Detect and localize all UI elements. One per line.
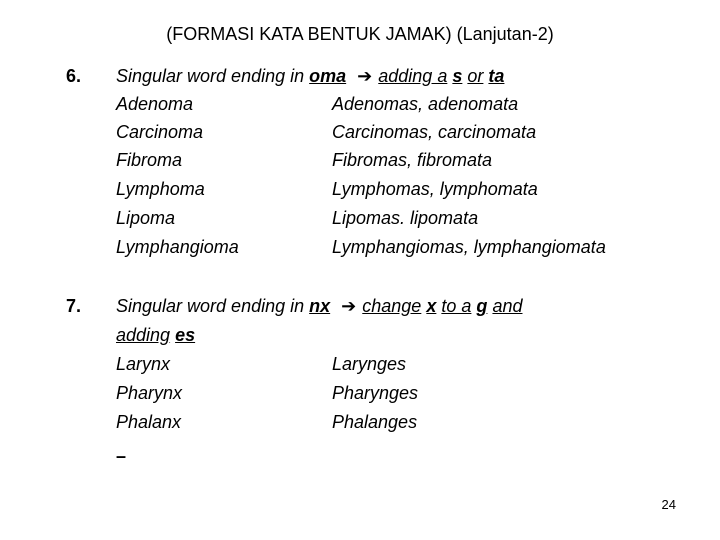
heading-key2: s	[452, 66, 463, 86]
heading-mid: adding a	[378, 66, 448, 86]
heading-key3: g	[476, 296, 488, 316]
singular-term: Larynx	[116, 354, 171, 374]
section-7-number: 7.	[66, 296, 82, 316]
singular-term: Lymphoma	[116, 179, 205, 199]
heading-key2: x	[426, 296, 437, 316]
singular-term: Fibroma	[116, 150, 183, 170]
arrow-right-icon: ➔	[341, 296, 357, 316]
heading-mid: change	[362, 296, 422, 316]
trailing-dash: –	[116, 446, 127, 466]
plural-term: Adenomas, adenomata	[332, 94, 519, 114]
plural-term: Phalanges	[332, 412, 418, 432]
singular-term: Lipoma	[116, 208, 176, 228]
heading-key3: ta	[488, 66, 505, 86]
singular-term: Pharynx	[116, 383, 183, 403]
singular-term: Lymphangioma	[116, 237, 239, 257]
plural-term: Lymphangiomas, lymphangiomata	[332, 237, 606, 257]
list-item	[116, 179, 696, 207]
heading-and: and	[492, 296, 523, 316]
singular-term: Carcinoma	[116, 122, 204, 142]
plural-term: Lymphomas, lymphomata	[332, 179, 538, 199]
heading-keyword: oma	[309, 66, 347, 86]
plural-term: Fibromas, fibromata	[332, 150, 493, 170]
heading-or: or	[467, 66, 484, 86]
singular-term: Adenoma	[116, 94, 194, 114]
section-6-number: 6.	[66, 66, 82, 86]
section-7-heading-line2	[116, 325, 195, 346]
list-item	[116, 150, 696, 178]
heading-prefix: Singular word ending in	[116, 296, 305, 316]
heading-line2-key: es	[175, 325, 196, 345]
plural-term: Lipomas. lipomata	[332, 208, 479, 228]
plural-term: Pharynges	[332, 383, 419, 403]
singular-term: Phalanx	[116, 412, 182, 432]
list-item	[116, 208, 696, 236]
list-item	[116, 237, 696, 265]
list-item	[116, 383, 696, 411]
plural-term: Larynges	[332, 354, 407, 374]
heading-line2-prefix: adding	[116, 325, 171, 345]
heading-to: to a	[441, 296, 472, 316]
list-item	[116, 412, 696, 440]
slide-title: (FORMASI KATA BENTUK JAMAK) (Lanjutan-2)	[166, 24, 554, 44]
heading-keyword: nx	[309, 296, 331, 316]
arrow-right-icon: ➔	[357, 66, 373, 86]
heading-prefix: Singular word ending in	[116, 66, 305, 86]
section-6-heading	[116, 66, 504, 87]
list-item	[116, 94, 696, 122]
page-number: 24	[661, 497, 676, 512]
list-item	[116, 354, 696, 382]
plural-term: Carcinomas, carcinomata	[332, 122, 537, 142]
section-7-heading	[116, 296, 522, 317]
list-item	[116, 122, 696, 150]
